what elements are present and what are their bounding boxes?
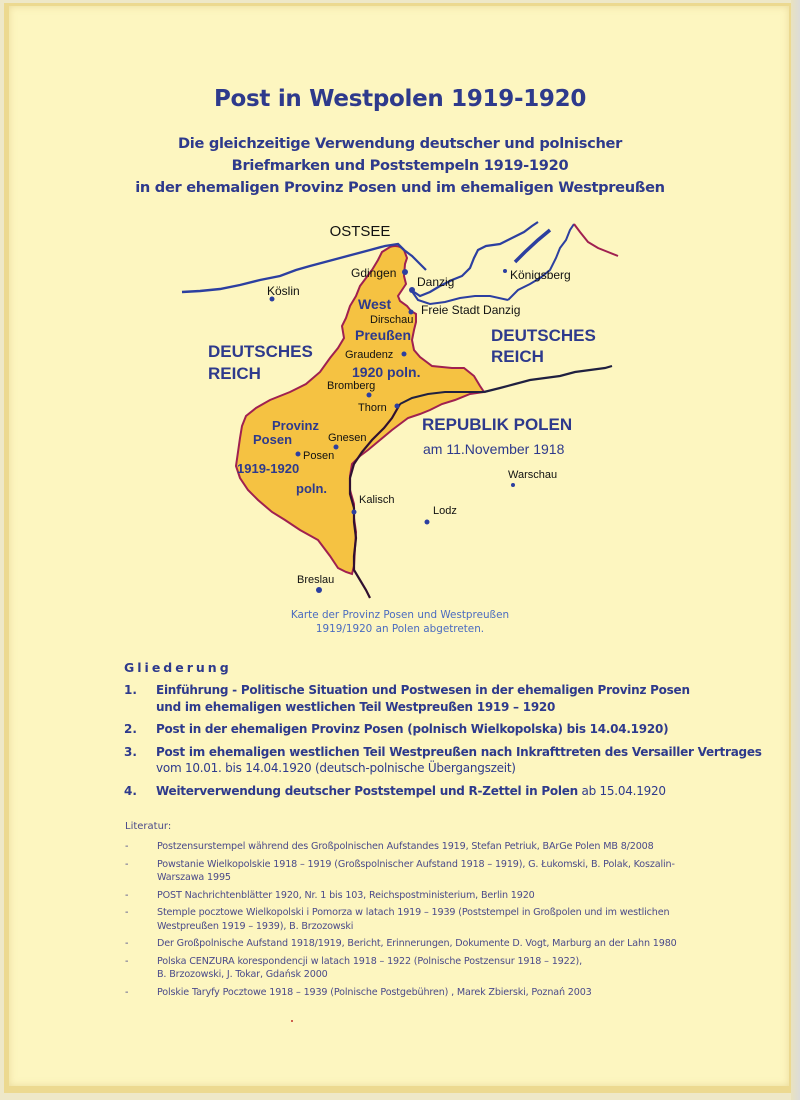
svg-text:Gnesen: Gnesen: [328, 432, 367, 444]
bullet-dash: -: [125, 986, 129, 998]
region-westpreussen-1: West: [358, 296, 392, 312]
city-warschau: [508, 469, 557, 487]
outline-item: [124, 682, 764, 715]
literature-text: POST Nachrichtenblätter 1920, Nr. 1 bis 103, Reichspostministerium, Berlin 1920: [157, 889, 535, 901]
outline-text: Weiterverwendung deutscher Poststempel und R-Zettel in Polen: [156, 783, 578, 798]
region-posen-1: Provinz: [272, 418, 319, 433]
outline-section: [124, 660, 764, 805]
region-posen-3: 1919-1920: [237, 461, 300, 476]
outline-item: [124, 721, 764, 738]
literature-text: Der Großpolnische Aufstand 1918/1919, Bericht, Erinnerungen, Dokumente D. Vogt, Marburg an der Lahn 1980: [157, 938, 677, 949]
bullet-dash: -: [125, 889, 129, 901]
region-westpreussen-2: Preußen: [355, 327, 412, 343]
bullet-dash: -: [125, 955, 129, 967]
region-germany-west-1: DEUTSCHES: [208, 342, 313, 361]
outline-item: [124, 744, 764, 777]
svg-text:Danzig: Danzig: [417, 275, 455, 289]
city-kalisch: [352, 494, 395, 515]
map-caption: [0, 608, 800, 636]
border-east-prussia: [484, 366, 612, 392]
region-germany-east-1: DEUTSCHES: [491, 326, 596, 345]
city-konigsberg: [503, 268, 571, 282]
literature-text: Postzensurstempel während des Großpolnischen Aufstandes 1919, Stefan Petriuk, BArGe Polen MB 8/2008: [157, 841, 654, 852]
region-westpreussen-3: 1920 poln.: [352, 364, 421, 380]
city-lodz: [425, 505, 457, 525]
literature-text: Polska CENZURA korespondencji w latach 1918 – 1922 (Polnische Postzensur 1918 – 1922),: [157, 955, 583, 967]
outline-number: 3.: [124, 744, 137, 759]
scan-speck: [291, 1020, 293, 1022]
literature-item: [125, 986, 745, 1000]
literature-item: [125, 858, 745, 885]
bullet-dash: -: [125, 938, 129, 949]
city-breslau: [297, 574, 334, 593]
outline-text: Post in der ehemaligen Provinz Posen (polnisch Wielkopolska) bis 14.04.1920): [156, 722, 669, 736]
literature-text-cont: Warszawa 1995: [157, 872, 231, 883]
region-posen-4: poln.: [296, 481, 328, 496]
literature-heading: Literatur:: [125, 821, 172, 832]
caption-line: 1919/1920 an Polen abgetreten.: [315, 623, 485, 635]
svg-text:Dirschau: Dirschau: [370, 314, 414, 326]
svg-text:Gdingen: Gdingen: [351, 266, 397, 280]
literature-text-cont: B. Brzozowski, J. Tokar, Gdańsk 2000: [157, 969, 328, 980]
outline-heading: Gliederung: [124, 660, 232, 675]
subtitle-line: Die gleichzeitige Verwendung deutscher und polnischer: [177, 135, 623, 152]
bullet-dash: -: [125, 907, 129, 918]
svg-text:Bromberg: Bromberg: [327, 380, 376, 392]
svg-text:Graudenz: Graudenz: [345, 349, 394, 361]
free-city-label: Freie Stadt Danzig: [421, 303, 521, 317]
region-germany-west-2: REICH: [208, 364, 261, 383]
outline-text-suffix: ab 15.04.1920: [577, 783, 666, 798]
literature-item: [125, 937, 745, 951]
svg-text:Köslin: Köslin: [267, 284, 300, 298]
svg-text:Warschau: Warschau: [508, 469, 558, 481]
literature-text: Stemple pocztowe Wielkopolski i Pomorza w latach 1919 – 1939 (Poststempel in Großpolen und im westlichen: [157, 907, 670, 918]
outline-text: Post im ehemaligen westlichen Teil Westpreußen nach Inkrafttreten des Versailler Vertrages: [156, 744, 762, 759]
literature-text-cont: Westpreußen 1919 – 1939), B. Brzozowski: [157, 920, 354, 932]
svg-text:Königsberg: Königsberg: [510, 268, 571, 282]
literature-item: [125, 906, 745, 933]
subtitle-line: Briefmarken und Poststempeln 1919-1920: [231, 157, 569, 174]
page-title: Post in Westpolen 1919-1920: [213, 86, 587, 112]
subtitle-line: in der ehemaligen Provinz Posen und im ehemaligen Westpreußen: [135, 179, 665, 196]
literature-text: Polskie Taryfy Pocztowe 1918 – 1939 (Polnische Postgebühren) , Marek Zbierski, Poznań 2003: [157, 986, 592, 998]
svg-text:Breslau: Breslau: [297, 574, 335, 586]
sea-label: OSTSEE: [329, 223, 391, 240]
literature-item: [125, 955, 745, 982]
region-germany-east-2: REICH: [491, 347, 544, 366]
city-koslin: [267, 284, 300, 302]
outline-number: 4.: [124, 783, 137, 798]
region-posen-2: Posen: [253, 432, 293, 447]
outline-text-cont: vom 10.01. bis 14.04.1920 (deutsch-polnische Übergangszeit): [156, 761, 516, 775]
outline-number: 2.: [124, 722, 137, 736]
literature-item: [125, 840, 745, 854]
svg-text:Lodz: Lodz: [433, 505, 457, 517]
literature-section: [125, 821, 745, 1003]
outline-text-cont: und im ehemaligen westlichen Teil Westpreußen 1919 – 1920: [156, 699, 556, 714]
border-east-top: [574, 224, 618, 256]
region-poland: REPUBLIK POLEN: [422, 415, 573, 434]
svg-text:Kalisch: Kalisch: [359, 494, 395, 506]
outline-number: 1.: [124, 683, 137, 697]
free-city-border: [411, 290, 508, 304]
caption-line: Karte der Provinz Posen und Westpreußen: [290, 609, 510, 621]
outline-item: [124, 783, 764, 800]
svg-text:Thorn: Thorn: [358, 402, 387, 414]
literature-text: Powstanie Wielkopolskie 1918 – 1919 (Großspolnischer Aufstand 1918 – 1919), G. Łukomski, B. Polak, Koszalin-: [157, 858, 675, 870]
literature-item: [125, 889, 745, 903]
outline-text: Einführung - Politische Situation und Postwesen in der ehemaligen Provinz Posen: [156, 683, 690, 697]
svg-text:Posen: Posen: [303, 450, 335, 462]
bullet-dash: -: [125, 858, 129, 870]
region-poland-date: am 11.November 1918: [423, 441, 565, 457]
bullet-dash: -: [125, 841, 129, 852]
